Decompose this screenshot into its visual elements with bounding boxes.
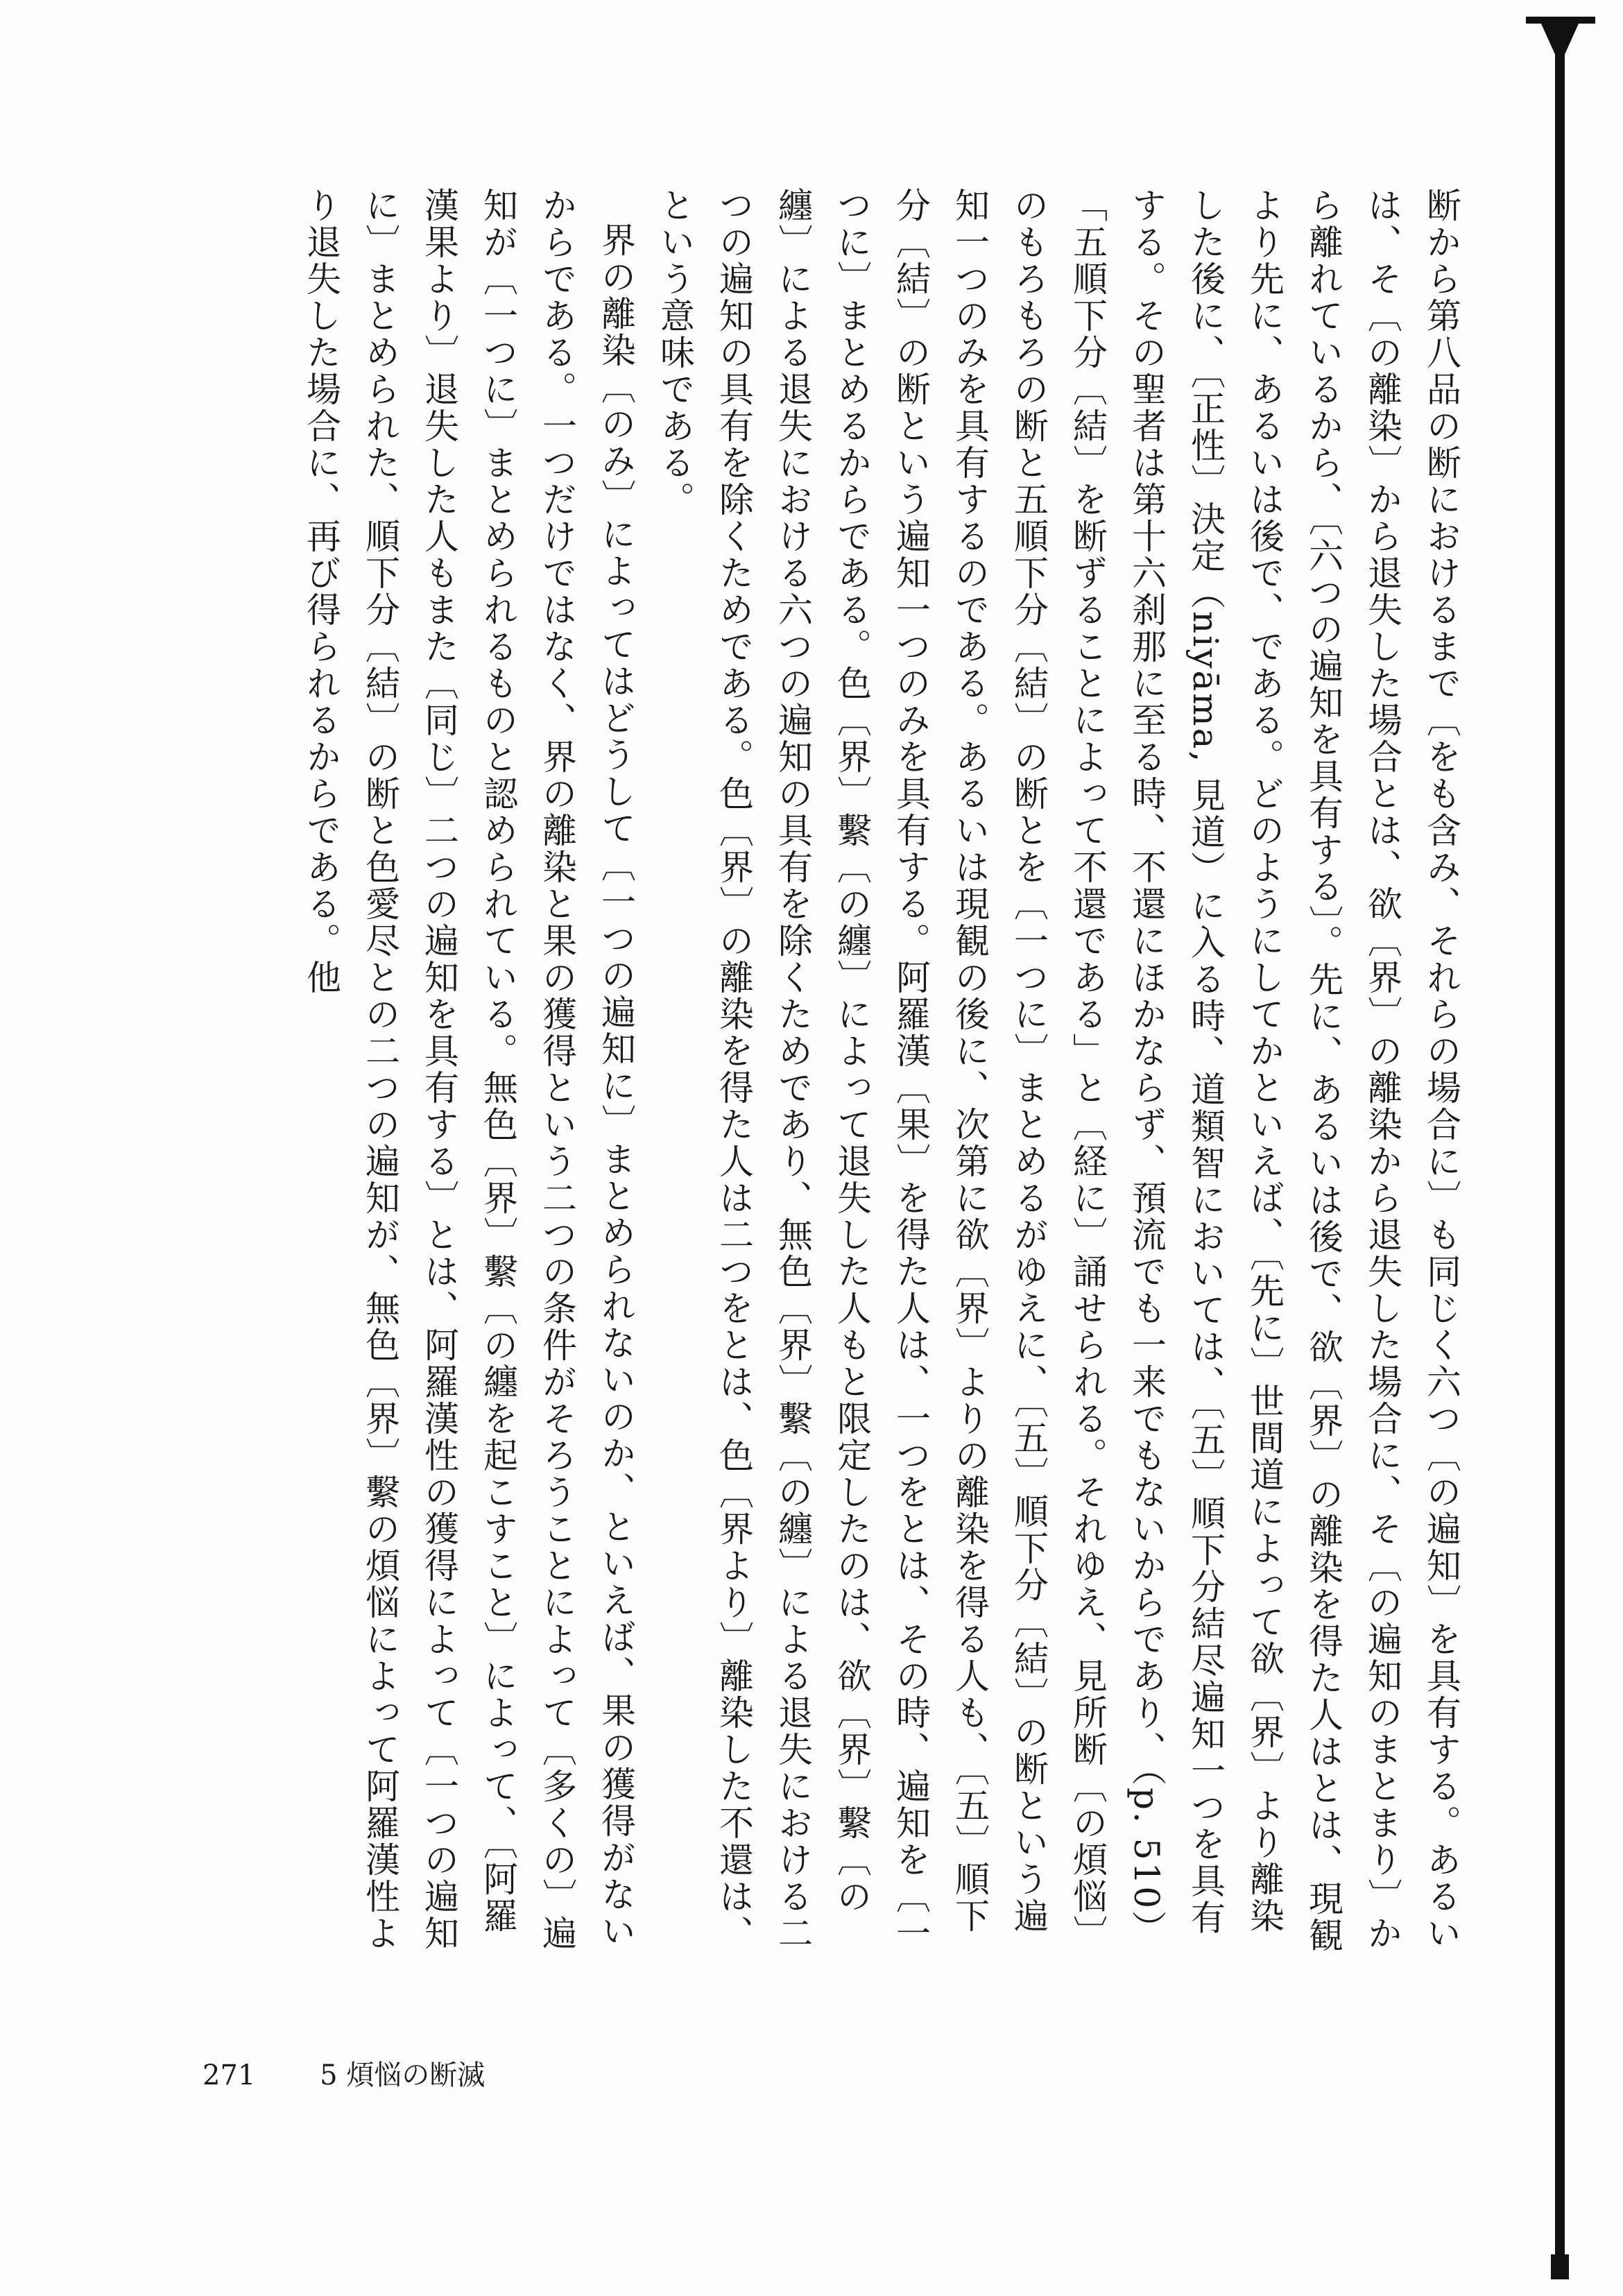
edge-bar-foot — [1551, 2254, 1569, 2279]
paragraph-1: 断から第八品の断におけるまで〔をも含み、それらの場合に〕も同じく六つ〔の遍知〕を具有する。あるいは、そ〔の離染〕から退失した場合とは、欲〔界〕の離染から退失した場合に、そ〔の遍知のまとまり〕から離れているから、〔六つの遍知を具有する〕。先に、あるいは後で、欲〔界〕の離染を得た人はとは、現観より先に、あるいは後で、である。どのようにしてかといえば、〔先に〕世間道によって欲〔界〕より離染した後に、〔正性〕決定（niyāma, 見道）に入る時、道類智においては、〔五〕順下分結尽遍知一つを具有する。その聖者は第十六刹那に至る時、不還にほかならず、預流でも一来でもないからであり、（p. 510）「五順下分〔結〕を断ずることによって不還である」と〔経に〕誦せられる。それゆえ、見所断〔の煩悩〕のもろもろの断と五順下分〔結〕の断とを〔一つに〕まとめるがゆえに、〔五〕順下分〔結〕の断という遍知一つのみを具有するのである。あるいは現観の後に、次第に欲〔界〕よりの離染を得る人も、〔五〕順下分〔結〕の断という遍知一つのみを具有する。阿羅漢〔果〕を得た人は、一つをとは、その時、遍知を〔一つに〕まとめるからである。色〔界〕繫〔の纏〕によって退失した人もと限定したのは、欲〔界〕繫〔の纏〕による退失における六つの遍知の具有を除くためであり、無色〔界〕繫〔の纏〕による退失における二つの遍知の具有を除くためである。色〔界〕の離染を得た人は二つをとは、色〔界より〕離染した不還は、という意味である。 — [655, 187, 1461, 1954]
page-footer — [203, 2053, 485, 2093]
page-edge-bar — [1555, 21, 1565, 2275]
paragraph-2: 界の離染〔のみ〕によってはどうして〔一つの遍知に〕まとめられないのか、といえば、果の獲得がないからである。一つだけではなく、界の離染と果の獲得という二つの条件がそろうことによって〔多くの〕遍知が〔一つに〕まとめられるものと認められている。無色〔界〕繫〔の纏を起こすこと〕によって、〔阿羅漢果より〕退失した人もまた〔同じ〕二つの遍知を具有する〕とは、阿羅漢性の獲得によって〔一つの遍知に〕まとめられた、順下分〔結〕の断と色愛尽との二つの遍知が、無色〔界〕繫の煩悩によって阿羅漢性より退失した場合に、再び得られるからである。他 — [301, 187, 636, 1952]
page-number: 271 — [203, 2059, 256, 2091]
vertical-text-body — [187, 187, 1470, 1963]
running-title: 5 煩悩の断滅 — [320, 2059, 486, 2091]
